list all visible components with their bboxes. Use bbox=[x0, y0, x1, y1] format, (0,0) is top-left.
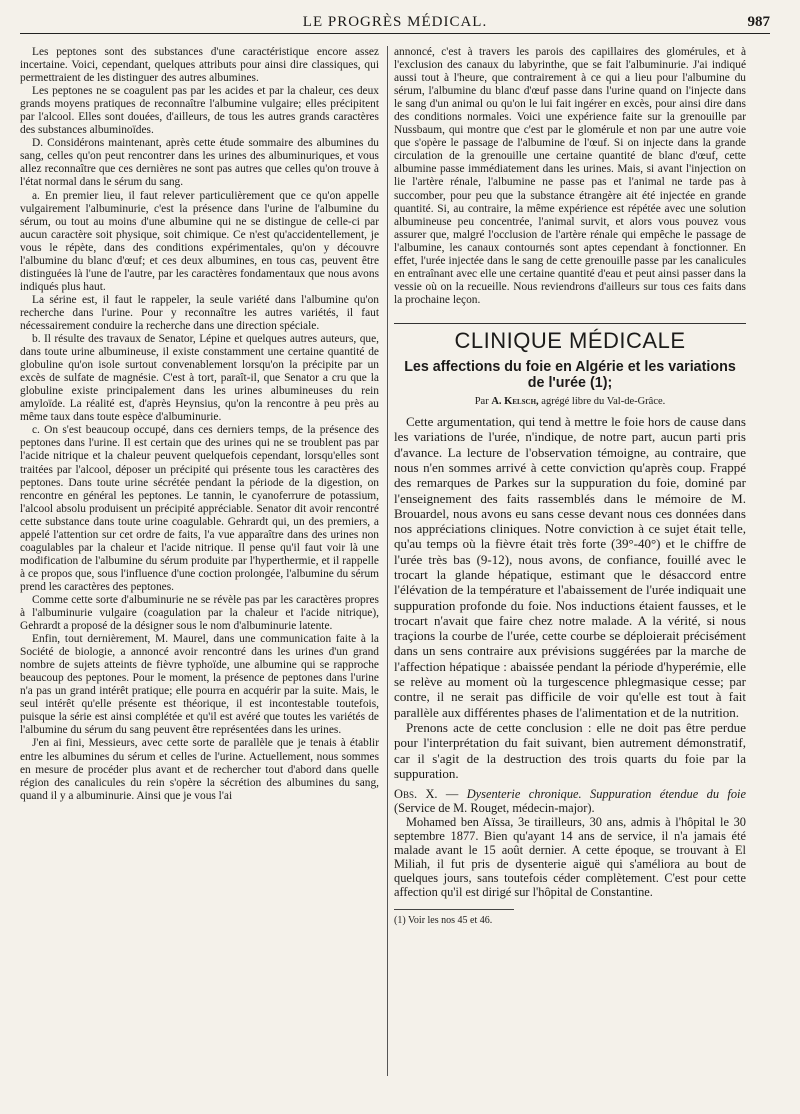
byline-prefix: Par bbox=[474, 395, 489, 407]
column-divider bbox=[387, 46, 388, 1076]
byline bbox=[394, 395, 746, 408]
paragraph: Les peptones ne se coagulent pas par les acides et par la chaleur, ces deux grands moyens pratiques de reconnaître l'albumine vulgaire; elles précipitent par l'alcool. Elles sont douées, d'ailleurs, de tous les autres grands caractères des substances albuminoïdes. bbox=[20, 85, 379, 137]
paragraph: Les peptones sont des substances d'une caractéristique encore assez incertaine. Voici, cependant, quelques attributs pour ainsi dire classiques, qui permettraient de les distinguer des autres albumines. bbox=[20, 46, 379, 85]
footnote: (1) Voir les nos 45 et 46. bbox=[394, 909, 514, 927]
continued-paragraph: annoncé, c'est à travers les parois des capillaires des glomérules, et à l'exclusion des canaux du labyrinthe, que se fait l'albuminurie. J'ai indiqué aussi tout à l'heure, que contrairement à ce qui a lieu pour l'albumine du sérum, l'albumine du blanc d'œuf passe dans l'urine quand on l'injecte dans le sang d'un animal ou qu'on le lui fait ingérer en excès, pour ainsi dire dans des conditions normales. Voici une expérience faite sur la grenouille par Nussbaum, qui montre que c'est par le glomérule et non par une autre voie que s'opère le passage de l'albumine de l'œuf. Si on injecte dans la grande circulation de la grenouille une certaine quantité de blanc d'œuf, cette albumine passe immédiatement dans les urines. Mais, si avant l'injection on lie l'artère rénale, l'albumine ne passe pas et l'animal ne tarde pas à succomber, pour peu que la substance étrangère ait été injectée en grande quantité. Si, au contraire, la même expérience est répétée avec une solution albumineuse peu concentrée, l'animal survit, et alors vous pouvez vous assurer que, malgré l'occlusion de l'artère rénale qui empêche le passage de l'albumine, les canaux contournés sont aptes cependant à fonctionner. En effet, l'urée injectée dans le sang de cette grenouille passe par les canalicules en entraînant avec elle une certaine quantité d'eau et peut ainsi passer dans la vessie où on la recueille. Nous reviendrons d'ailleurs sur tous ces faits dans la prochaine leçon. bbox=[394, 46, 746, 306]
paragraph: La sérine est, il faut le rappeler, la seule variété dans l'albumine qu'on recherche dans l'urine. Pour y reconnaître les autres variétés, il faut nécessairement conduire la recherche dans une direction spéciale. bbox=[20, 293, 379, 332]
paragraph: J'en ai fini, Messieurs, avec cette sorte de parallèle que je tenais à établir entre les albumines du sérum et celles de l'urine. Actuellement, nous sommes en mesure de procéder plus avant et de rechercher tout d'abord dans quelle région des canalicules du rein s'opère la sécrétion des albumines du sang, quand il y a albuminurie. Ainsi que je vous l'ai bbox=[20, 737, 379, 802]
observation-body bbox=[394, 815, 746, 899]
running-header bbox=[20, 0, 770, 34]
left-column bbox=[20, 46, 385, 1076]
observation-label: Obs. X. bbox=[394, 787, 438, 802]
observation-heading bbox=[394, 787, 746, 815]
paragraph: b. Il résulte des travaux de Senator, Lépine et quelques autres auteurs, que, dans toute urine albumineuse, il existe constamment une certaine quantité de globuline qu'on isole surtout convenablement lorsqu'on la précipite par un excès de sulfate de magnésie. C'est à tort, paraît-il, que Senator a cru que la globuline existe principalement dans les urines albumineuses du rein amyloïde. La réalité est, d'après Heynsius, qu'on la rencontre à peu près au même taux dans toute espèce d'albuminurie. bbox=[20, 333, 379, 424]
running-title: LE PROGRÈS MÉDICAL. bbox=[302, 14, 488, 30]
paragraph: Mohamed ben Aïssa, 3e tirailleurs, 30 ans, admis à l'hôpital le 30 septembre 1877. Bien qu'ayant 14 ans de service, il n'a jamais été malade avant le 15 août dernier. A cette époque, se trouvant à El Miliah, il fut pris de dysenterie aiguë qui s'améliora au bout de quelques jours, sans toutefois céder complètement. C'est pour cette affection qu'il est dirigé sur l'hôpital de Constantine. bbox=[394, 815, 746, 900]
observation-title: Dysenterie chronique. Suppuration étendue du foie bbox=[466, 787, 746, 802]
page-number: 987 bbox=[747, 14, 770, 30]
two-column-body bbox=[20, 46, 770, 1076]
paragraph: Prenons acte de cette conclusion : elle ne doit pas être perdue pour l'interprétation du fait suivant, bien autrement démonstratif, car il s'agit de la destruction des trois quarts du foie par la suppuration. bbox=[394, 719, 746, 781]
article-title: Les affections du foie en Algérie et les variations de l'urée (1); bbox=[404, 358, 736, 391]
paragraph: D. Considérons maintenant, après cette étude sommaire des albumines du sang, celles qu'on peut rencontrer dans les urines des albuminuriques, et vous allez reconnaître que ces dernières ne sont pas autres que celles qu'on trouve à l'état normal dans le sérum du sang. bbox=[20, 137, 379, 189]
section-title: CLINIQUE MÉDICALE bbox=[394, 323, 746, 347]
byline-affiliation: agrégé libre du Val-de-Grâce. bbox=[541, 395, 666, 407]
paragraph: Cette argumentation, qui tend à mettre le foie hors de cause dans les variations de l'urée, n'indique, de notre part, aucun parti pris d'avance. La lecture de l'observation témoigne, au contraire, que nous n'en sommes arrivé à cette conviction qu'après coup. Frappé des remarques de Parkes sur la suppuration du foie, dominé par l'enseignement des faits rassemblés dans le mémoire de M. Brouardel, nous avons eu sans cesse devant nous ces données dans nos appréciations cliniques. Notre conviction à ce sujet était telle, qu'au temps où la fièvre était très forte (39°-40°) et le chiffre de l'urée très bas (9-12), nous avons, de confiance, fouillé avec le trocart la glande hépatique, estimant que le désaccord entre l'élévation de la température et l'abaissement de l'urée indiquait une suppuration profonde du foie. Nos inductions étaient fausses, et le trocart n'avait que faire chez notre malade. A la vérité, si nous traçions la courbe de l'urée, cette courbe se déploierait précisément dans un sens contraire aux prévisions suggérées par la marche de l'affection hépatique : abaissée pendant la période d'hyperémie, elle se relève au moment où la turgescence phlegmasique cesse; par contre, il ne serait pas difficile de voir qu'elle est tout à fait parallèle aux différentes phases de l'alimentation et de la nutrition. bbox=[394, 414, 746, 720]
article-body bbox=[394, 414, 746, 781]
paragraph: Comme cette sorte d'albuminurie ne se révèle pas par les caractères propres à l'albuminurie vulgaire (coagulation par la chaleur et l'acide nitrique), Gehrardt a proposé de la désigner sous le nom d'albuminurie latente. bbox=[20, 593, 379, 633]
observation-dash: — bbox=[437, 787, 467, 802]
paragraph: a. En premier lieu, il faut relever particulièrement que ce qu'on appelle vulgairement l'albuminurie, c'est la présence dans l'urine de l'albumine du sérum, ou tout au moins d'une albumine qui ne se distingue de celle-ci par aucun caractère soit physique, soit chimique. Ce n'est qu'accidentellement, je vous le répète, dans des conditions expérimentales, qu'on y découvre l'albumine du blanc d'œuf; et ces deux albumines, en tous cas, peuvent être distinguées là l'une de l'autre, par les caractères fondamentaux que nous avons indiqués plus haut. bbox=[20, 189, 379, 293]
observation-service: (Service de M. Rouget, médecin-major). bbox=[394, 801, 595, 816]
paragraph: Enfin, tout dernièrement, M. Maurel, dans une communication faite à la Société de biologie, a annoncé avoir rencontré dans les urines d'un grand nombre de sujets atteints de fièvre typhoïde, une albumine qui se rapproche beaucoup des peptones. Pour le moment, la présence de peptones dans l'urine n'a pas un grand intérêt pratique; elle pourra en acquérir par la suite. Mais, le seul intérêt qu'elle présente est théorique, il est incontestable toutefois, puisque la série est ainsi complétée et qu'il est avéré que toutes les variétés de l'albumine du sérum du sang peuvent être représentées dans les urines. bbox=[20, 633, 379, 737]
paragraph: c. On s'est beaucoup occupé, dans ces derniers temps, de la présence des peptones dans l'urine. Il est certain que des urines qui ne se troublent pas par l'acide nitrique et la chaleur peuvent quelquefois cependant, lorsqu'elles sont traitées par l'alcool, déposer un précipité qui présente tous les caractères des peptones. Dans toute urine sécrétée pendant la période de la digestion, on rencontre en général les peptones. Le tannin, le cyanoferrure de potassium, l'alcool absolu produisent un précipité appréciable. Senator dit avoir rencontré cette substance dans toute urine coagulable. Gehrardt qui, un des premiers, a appelé l'attention sur cet ordre de faits, l'a vue apparaître dans des urines non coagulables par la chaleur et l'acide nitrique. Il pense qu'il faut voir là une modification de l'albumine du sérum produite par l'hyperthermie, et il rappelle à ce propos que, sous l'influence d'une coction prolongée, l'albumine du sérum prend les caractères des peptones. bbox=[20, 424, 379, 593]
byline-author: A. Kelsch, bbox=[491, 395, 539, 407]
right-column bbox=[394, 46, 746, 1076]
